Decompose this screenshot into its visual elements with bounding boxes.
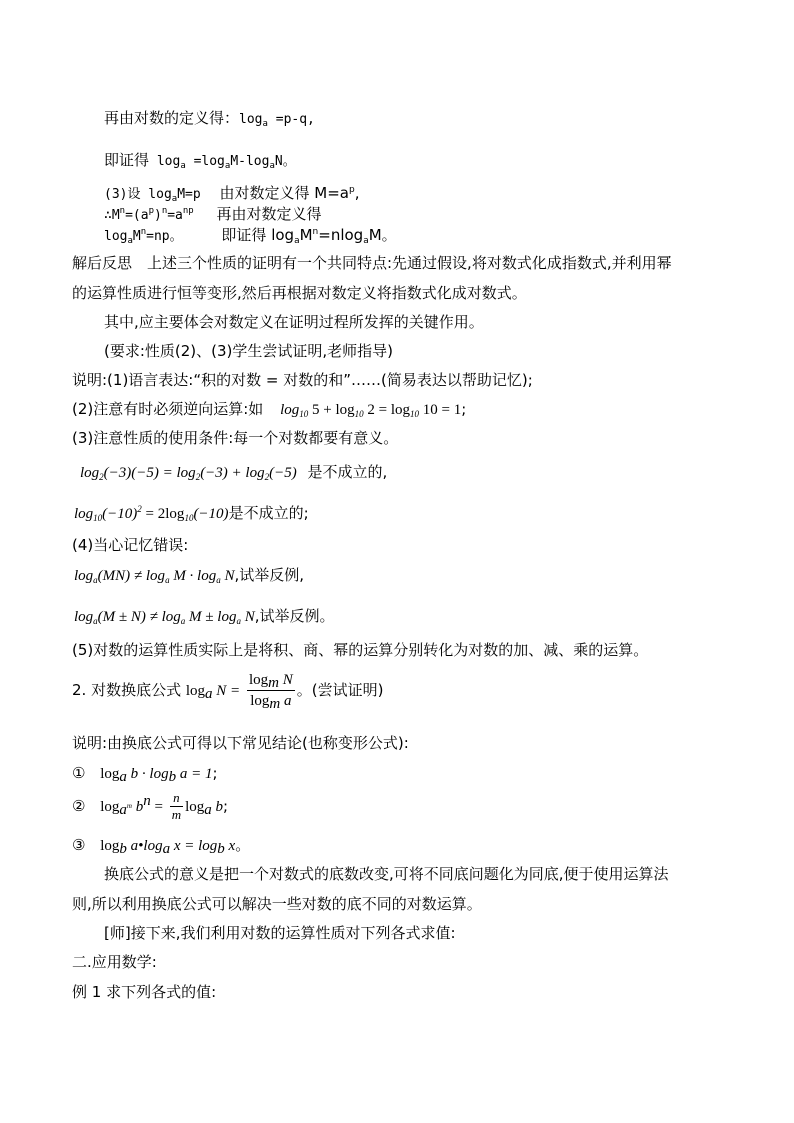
requirement: (要求:性质(2)、(3)学生尝试证明,老师指导) [104, 342, 394, 360]
text: $\log_a =p-q$, [239, 112, 315, 129]
text: 即证得 $\log_aM^n=nlog_aM$。 [221, 226, 397, 246]
text: ; [223, 797, 229, 815]
meaning-line-2: 则,所以利用换底公式可以解决一些对数的底不同的对数运算。 [72, 895, 482, 913]
formula: $\log_{a^m} b^n$ = [100, 793, 163, 818]
text: 是不成立的; [228, 504, 309, 522]
text: ; [461, 400, 467, 418]
text: 2. 对数换底公式 [72, 681, 182, 699]
section-heading: 二.应用数学: [72, 953, 157, 971]
memory-error-2 [74, 606, 335, 627]
formula: $\log_{10}(-10)^2 = 2\log_{10}(-10)$ [74, 504, 229, 523]
reflection-line-1: 解后反思 上述三个性质的证明有一个共同特点:先通过假设,将对数式化成指数式,并利用幂 [72, 254, 672, 272]
text: 。 [235, 836, 251, 854]
text: ; [212, 764, 218, 782]
example-1-heading: 例 1 求下列各式的值: [72, 983, 217, 1001]
formula: $\log_b$ $a•\log_a$ $x = \log_b x$ [100, 838, 236, 857]
text: ,试举反例。 [254, 607, 335, 625]
proof-line-5 [104, 225, 397, 247]
formula: $\log_a b \cdot \log_b a = 1$ [100, 766, 213, 785]
text: (2)注意有时必须逆向运算:如 [72, 400, 264, 418]
memory-error-1 [74, 565, 304, 586]
key-point: 其中,应主要体会对数定义在证明过程所发挥的关键作用。 [104, 313, 484, 331]
note-6: 说明:由换底公式可得以下常见结论(也称变形公式): [72, 734, 409, 752]
proof-line-3 [104, 183, 359, 205]
text: $\log_aM^n=np$。 [104, 227, 183, 246]
reflection-line-2: 的运算性质进行恒等变形,然后再根据对数定义将指数式化成对数式。 [72, 284, 527, 302]
note-1: 说明:(1)语言表达:“积的对数 = 对数的和”……(简易表达以帮助记忆); [72, 371, 533, 389]
text: $\log_a =\log_aM-\log_aN$。 [149, 154, 296, 171]
proof-line-2 [104, 150, 296, 172]
text: 即证得 [104, 151, 150, 169]
counter-example-2 [74, 503, 309, 524]
text: (3)设 $\log_aM=p$ [104, 187, 201, 204]
text: 再由对数定义得 [216, 205, 322, 223]
formula-2 [72, 788, 228, 828]
formula: $\log_a N$ = [185, 683, 241, 702]
formula-3 [72, 835, 250, 856]
text: 由对数定义得 $M=a^p$, [219, 184, 360, 202]
formula: $\log_a(MN) \ne \log_a M \cdot \log_a N$ [74, 568, 235, 585]
note-2 [72, 399, 466, 420]
note-5: (5)对数的运算性质实际上是将积、商、幂的运算分别转化为对数的加、减、乘的运算。 [72, 641, 649, 659]
formula: $\log_2(-3)(-5) = \log_2(-3) + \log_2(-5)$ [80, 465, 297, 482]
teacher-note: [师]接下来,我们利用对数的运算性质对下列各式求值: [104, 924, 456, 942]
fraction: $\frac{n}{m}$ [171, 790, 182, 822]
number-marker: ② [72, 797, 86, 815]
number-marker: ③ [72, 836, 86, 854]
formula-1 [72, 763, 218, 784]
fraction: $\frac{\log_m N}{\log_m a}$ [248, 672, 293, 712]
proof-line-1 [104, 108, 315, 130]
text: $\therefore M^n=(a^p)^n=a^{np}$ [104, 206, 194, 223]
text: ,试举反例, [234, 566, 305, 584]
text: 。(尝试证明) [296, 681, 384, 699]
note-3: (3)注意性质的使用条件:每一个对数都要有意义。 [72, 429, 399, 447]
number-marker: ① [72, 764, 86, 782]
text: 是不成立的, [307, 463, 388, 481]
counter-example-1 [80, 462, 387, 483]
note-4: (4)当心记忆错误: [72, 536, 189, 554]
formula: $\log_a b$ [185, 799, 224, 818]
formula: $\log_a(M \pm N) \ne \log_a M \pm \log_a N$ [74, 609, 255, 626]
text: 再由对数的定义得： [104, 109, 240, 127]
proof-line-4 [104, 204, 322, 226]
change-of-base-formula [72, 670, 383, 714]
formula: $\log_{10} 5 + \log_{10} 2 = \log_{10} 10 = 1$ [280, 402, 462, 419]
meaning-line-1: 换底公式的意义是把一个对数式的底数改变,可将不同底问题化为同底,便于使用运算法 [104, 865, 669, 883]
